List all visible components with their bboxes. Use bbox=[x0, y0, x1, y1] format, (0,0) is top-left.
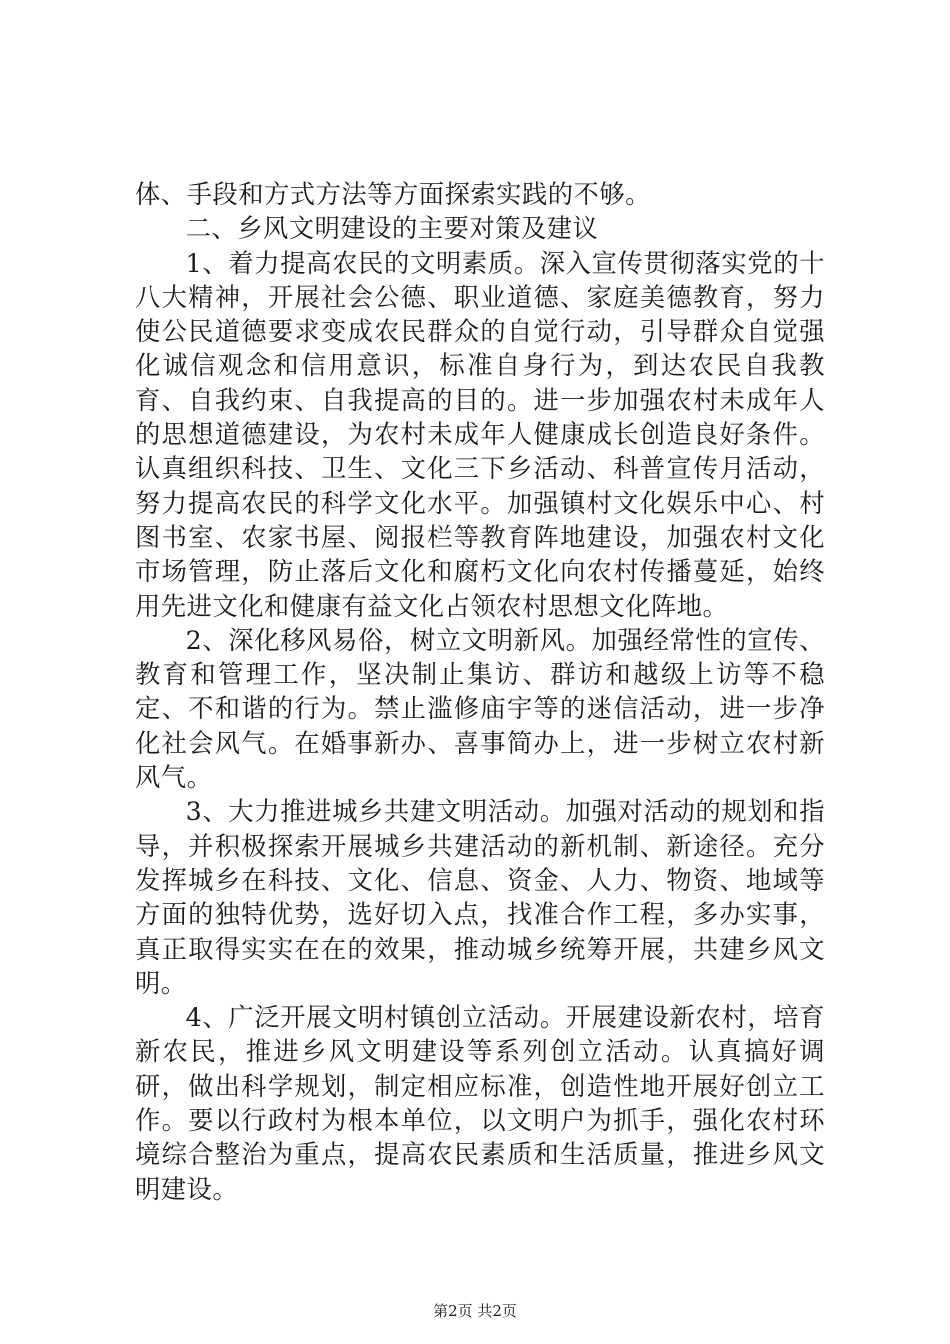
paragraph-item-2: 2、深化移风易俗，树立文明新风。加强经常性的宣传、教育和管理工作，坚决制止集访、群访和越级上访等不稳定、不和谐的行为。禁止滥修庙宇等的迷信活动，进一步净化社会风气。在婚事新办、喜事简办上，进一步树立农村新风气。 bbox=[135, 625, 825, 793]
paragraph-item-4: 4、广泛开展文明村镇创立活动。开展建设新农村，培育新农民，推进乡风文明建设等系列创立活动。认真搞好调研，做出科学规划，制定相应标准，创造性地开展好创立工作。要以行政村为根本单位，以文明户为抓手，强化农村环境综合整治为重点，提高农民素质和生活质量，推进乡风文明建设。 bbox=[135, 1003, 825, 1204]
section-heading: 二、乡风文明建设的主要对策及建议 bbox=[185, 214, 599, 244]
page-footer: 第2页 共2页 bbox=[433, 1302, 517, 1320]
paragraph-continuation: 体、手段和方式方法等方面探索实践的不够。 bbox=[135, 180, 651, 209]
paragraph-item-1: 1、着力提高农民的文明素质。深入宣传贯彻落实党的十八大精神，开展社会公德、职业道德、家庭美德教育，努力使公民道德要求变成农民群众的自觉行动，引导群众自觉强化诚信观念和信用意识，标准自身行为，到达农民自我教育、自我约束、自我提高的目的。进一步加强农村未成年人的思想道德建设，为农村未成年人健康成长创造良好条件。认真组织科技、卫生、文化三下乡活动、科普宣传月活动，努力提高农民的科学文化水平。加强镇村文化娱乐中心、村图书室、农家书屋、阅报栏等教育阵地建设，加强农村文化市场管理，防止落后文化和腐朽文化向农村传播蔓延，始终用先进文化和健康有益文化占领农村思想文化阵地。 bbox=[135, 248, 825, 621]
document-body bbox=[135, 178, 825, 1207]
paragraph-item-3: 3、大力推进城乡共建文明活动。加强对活动的规划和指导，并积极探索开展城乡共建活动的新机制、新途径。充分发挥城乡在科技、文化、信息、资金、人力、物资、地域等方面的独特优势，选好切入点，找准合作工程，多办实事，真正取得实实在在的效果，推动城乡统筹开展，共建乡风文明。 bbox=[135, 797, 825, 998]
